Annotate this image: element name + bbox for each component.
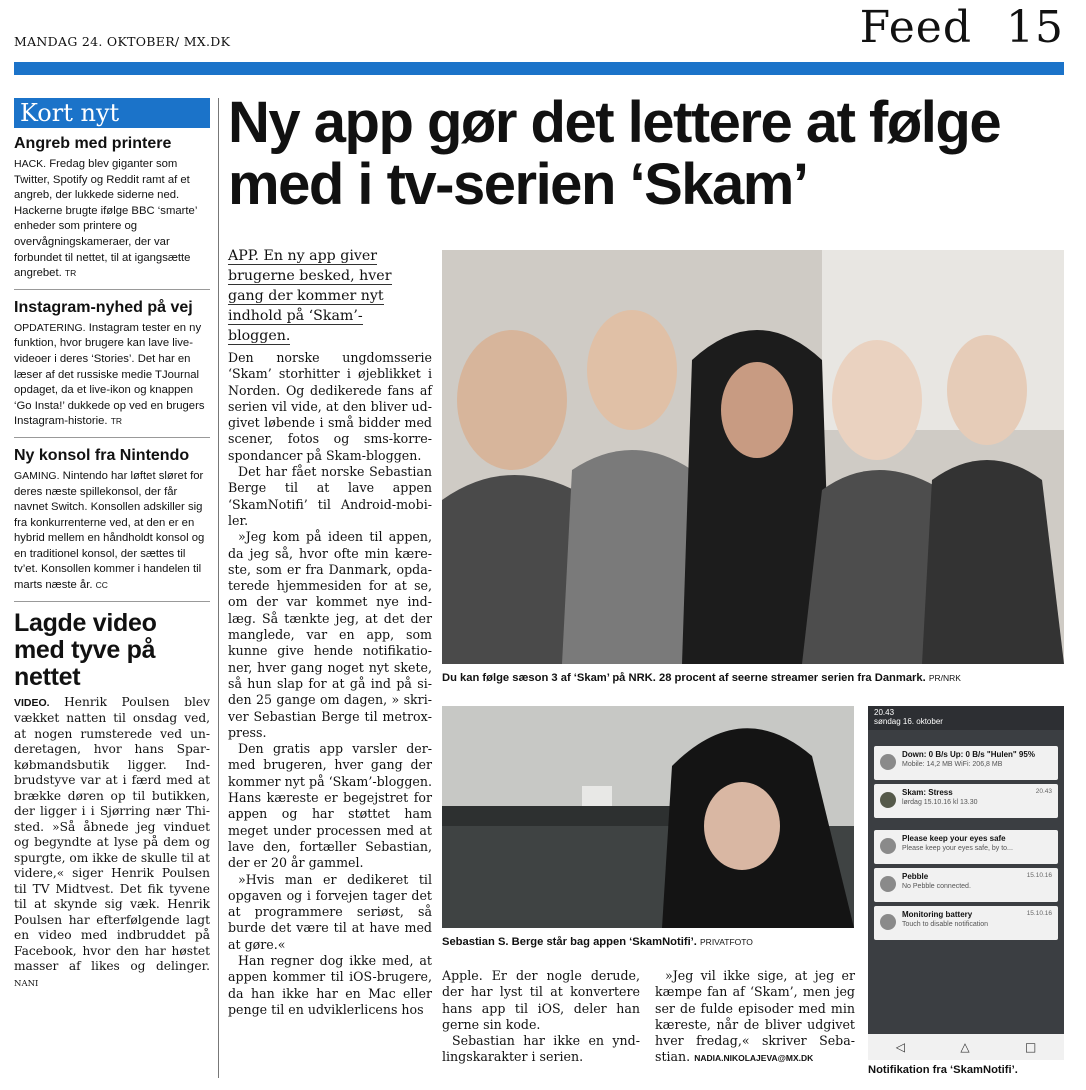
section-header	[860, 2, 1064, 53]
caption-text: Du kan følge sæson 3 af ‘Skam’ på NRK. 28 procent af seerne streamer serien fra Danmark.	[442, 672, 926, 684]
page-number: 15	[1006, 2, 1064, 53]
main-photo-caption	[442, 672, 961, 684]
brief-body	[14, 321, 210, 430]
dateline: MANDAG 24. OKTOBER/ MX.DK	[14, 34, 231, 49]
notification-icon	[880, 754, 896, 770]
article-column-1	[228, 350, 432, 1018]
paragraph	[655, 968, 855, 1067]
portrait-photo	[442, 706, 854, 928]
top-rule	[14, 62, 1064, 75]
caption-text: Sebastian S. Berge står bag appen ‘SkamNotifi’.	[442, 936, 697, 948]
phone-date: søndag 16. oktober	[874, 717, 943, 726]
brief-kicker: HACK.	[14, 158, 47, 170]
phone-time: 20.43	[874, 708, 895, 717]
divider	[14, 437, 210, 438]
article-headline: Ny app gør det lettere at følge med i tv-serien ‘Skam’	[228, 90, 1001, 217]
article-lead	[228, 246, 396, 346]
section-name: Feed	[859, 2, 972, 53]
notification[interactable]	[874, 746, 1058, 780]
brief-title: Instagram-nyhed på vej	[14, 298, 193, 316]
sidebar-heading: Kort nyt	[14, 98, 210, 128]
article-column-3	[655, 968, 855, 1067]
brief-text: Instagram tester en ny funktion, hvor brugere kan lave live-videoer i deres ‘Stories’. Det har en læser af det russiske medie TJournal opdaget, da et live-ikon og knappen ‘Go Insta!’ dukkede op ved en brugers Instagram-historie.	[14, 321, 205, 428]
recents-icon[interactable]: □	[1024, 1040, 1037, 1054]
notification-date: 15.10.16	[1026, 872, 1052, 879]
main-photo	[442, 250, 1064, 664]
brief-body	[14, 469, 210, 594]
notification[interactable]	[874, 784, 1058, 818]
notification-subtitle: lørdag 15.10.16 kl 13.30	[902, 799, 978, 806]
phone-nav-bar	[868, 1034, 1064, 1060]
notification-date: 15.10.16	[1026, 910, 1052, 917]
paragraph: »Jeg kom på ideen til appen, da jeg så, hvor ofte min kæreste, som er fra Danmark, opdaterede hjemmesiden for at se, om der var kommet nye indlæg. Så tænkte jeg, at det der manglede, var en app, som kunne give hende notifikationer, hver gang noget nyt skete, så hun slap for at gå ind på siden 25 gange om dagen, » skriver Sebastian Berge til metroxpress.	[228, 529, 432, 740]
feature-item	[14, 610, 210, 993]
byline: NADIA.NIKOLAJEVA@MX.DK	[694, 1053, 814, 1064]
phone-screenshot	[868, 706, 1064, 1060]
brief-body	[14, 157, 210, 282]
feature-text: Henrik Poulsen blev vækket natten til onsdag ved, at nogen rumsterede ved underetagen, hvor hans Sparkøbmandsbutik ligger. Indbrudstyve var at i færd med at brække døren op til butikken, der ligger i i Sjørring nær Thisted. »Så åbnede jeg vinduet og begyndte at lyse på dem og spurgte, om ikke de skulle til at videre,« siger Henrik Poulsen til TV Midtvest. Det fik tyvene til at skynde sig væk. Henrik Poulsen har efterfølgende lagt en video med indbruddet på Facebook, hvor den har høstet masser af likes og delinger.	[14, 694, 210, 974]
brief-text: Fredag blev giganter som Twitter, Spotify og Reddit ramt af et angreb, der lukkede siderne ned. Hackerne brugte ifølge BBC ‘smarte’ enheder som printere og overvågningskameraer, der var forbundet til nettet, til at igangsætte angrebet.	[14, 158, 197, 280]
paragraph: Sebastian har ikke en yndlingskarakter i serien.	[442, 1033, 640, 1065]
notification-subtitle: Mobile: 14,2 MB WiFi: 206,8 MB	[902, 761, 1003, 768]
skam-icon	[880, 792, 896, 808]
feature-title: Lagde video med tyve på nettet	[14, 608, 157, 691]
brief-signature: TR	[64, 268, 77, 279]
paragraph: Apple. Er der nogle derude, der har lyst til at konvertere hans app til iOS, deler han gerne sin kode.	[442, 968, 640, 1032]
feature-body	[14, 695, 210, 993]
portrait-caption	[442, 936, 753, 948]
back-icon[interactable]: ◁	[895, 1040, 905, 1054]
feature-signature: NANI	[14, 978, 39, 989]
brief-kicker: GAMING.	[14, 469, 60, 482]
divider	[14, 601, 210, 602]
notification[interactable]	[874, 830, 1058, 864]
lead-text: APP. En ny app giver brugerne besked, hver gang der kommer nyt indhold på ‘Skam’-bloggen.	[228, 248, 392, 344]
divider	[14, 289, 210, 290]
brief-item	[14, 298, 210, 430]
notification-title: Monitoring battery	[902, 910, 973, 919]
notification-subtitle: No Pebble connected.	[902, 883, 971, 890]
group-photo-illustration	[442, 250, 1064, 664]
photo-credit: PR/NRK	[928, 673, 961, 683]
brief-item	[14, 134, 210, 282]
photo-credit: PRIVATFOTO	[700, 937, 753, 947]
feature-kicker: VIDEO.	[14, 696, 50, 709]
notification[interactable]	[874, 906, 1058, 940]
paragraph: Den norske ungdomsserie ‘Skam’ storhitter i øjeblikket i Norden. Og dedikerede fans af serien vil vide, at den bliver udgivet løbende i små bidder med scener, fotos og sms-korrespondancer på Skam-bloggen.	[228, 350, 432, 463]
notification[interactable]	[874, 868, 1058, 902]
home-icon[interactable]: △	[960, 1040, 970, 1054]
notification-title: Pebble	[902, 872, 929, 881]
notification-title: Please keep your eyes safe	[902, 834, 1006, 843]
paragraph: Den gratis app varsler dermed brugeren, hver gang der kommer nyt på ‘Skam’-bloggen. Hans kæreste er begejstret for appen og har støttet ham meget under processen med at lave den, fortæller Sebastian, der er 20 år gammel.	[228, 741, 432, 871]
brief-signature: TR	[110, 416, 123, 427]
phone-caption: Notifikation fra ‘SkamNotifi’.	[868, 1064, 1018, 1076]
brief-title: Ny konsol fra Nintendo	[14, 446, 190, 464]
eye-icon	[880, 838, 896, 854]
column-divider	[218, 98, 219, 1078]
notification-title: Down: 0 B/s Up: 0 B/s "Hulen" 95%	[902, 750, 1035, 759]
paragraph: Han regner dog ikke med, at appen kommer til iOS-brugere, da han ikke har en Mac eller penge til en udviklerlicens hos	[228, 952, 432, 1017]
notification-date: 20.43	[1035, 788, 1052, 795]
sidebar	[14, 134, 210, 992]
article-column-2	[442, 968, 640, 1066]
pebble-icon	[880, 876, 896, 892]
brief-title: Angreb med printere	[14, 135, 172, 152]
brief-kicker: OPDATERING.	[14, 321, 86, 334]
brief-item	[14, 446, 210, 594]
notification-title: Skam: Stress	[902, 788, 953, 797]
paragraph-text: »Jeg vil ikke sige, at jeg er kæmpe fan af ‘Skam’, men jeg ser de fulde episoder med min kæreste, når de bliver udgivet hver fredag,« skriver Sebastian.	[655, 968, 855, 1065]
brief-signature: CC	[95, 580, 108, 591]
notification-subtitle: Touch to disable notification	[902, 921, 988, 928]
phone-status-bar	[868, 706, 1064, 730]
battery-icon	[880, 914, 896, 930]
notification-subtitle: Please keep your eyes safe, by to...	[902, 845, 1013, 852]
brief-text: Nintendo har løftet sløret for deres næste spillekonsol, der får navnet Switch. Konsollen adskiller sig fra konkurrenterne ved, at den er en hybrid mellem en håndholdt konsol og en traditionel konsol, der sættes til tv’et. Konsollen kommer i handelen til marts næste år.	[14, 469, 205, 592]
paragraph: »Hvis man er dedikeret til opgaven og i forvejen tager det at programmere seriøst, så burde det være til at have med at gøre.«	[228, 871, 432, 952]
portrait-illustration	[442, 706, 854, 928]
paragraph: Det har fået norske Sebastian Berge til at lave appen ‘SkamNotifi’ til Android-mobiler.	[228, 464, 432, 528]
